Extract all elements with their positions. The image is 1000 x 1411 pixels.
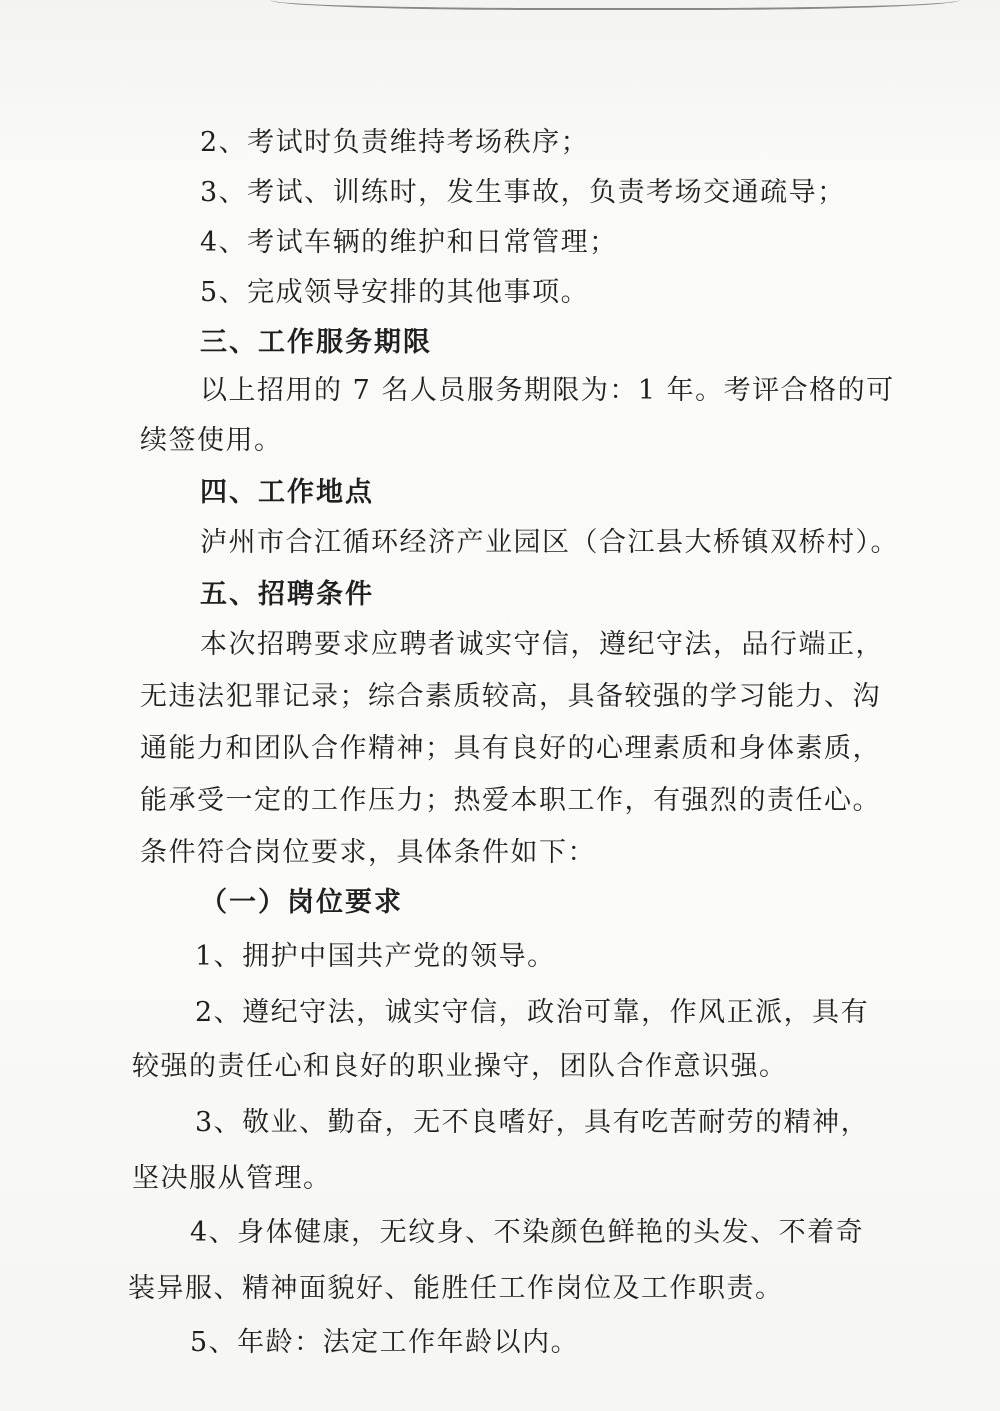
conditions-para-line-5: 条件符合岗位要求，具体条件如下： (140, 837, 596, 868)
duty-item-2: 2、考试时负责维持考场秩序； (200, 127, 590, 158)
service-period-line-2: 续签使用。 (140, 425, 283, 456)
section-heading-recruitment-conditions: 五、招聘条件 (200, 579, 374, 610)
conditions-para-line-2: 无违法犯罪记录；综合素质较高，具备较强的学习能力、沟 (140, 681, 881, 712)
conditions-para-line-1: 本次招聘要求应聘者诚实守信，遵纪守法，品行端正， (200, 629, 884, 660)
duty-item-3: 3、考试、训练时，发生事故，负责考场交通疏导； (200, 177, 846, 208)
requirement-5: 5、年龄：法定工作年龄以内。 (190, 1327, 580, 1358)
conditions-para-line-3: 通能力和团队合作精神；具有良好的心理素质和身体素质， (140, 733, 881, 764)
requirement-2-line-2: 较强的责任心和良好的职业操守，团队合作意识强。 (132, 1051, 788, 1082)
section-heading-work-location: 四、工作地点 (200, 477, 374, 508)
service-period-line-1: 以上招用的 7 名人员服务期限为：1 年。考评合格的可 (200, 375, 895, 406)
requirement-3-line-1: 3、敬业、勤奋，无不良嗜好，具有吃苦耐劳的精神， (195, 1107, 870, 1138)
requirement-4-line-2: 装异服、精神面貌好、能胜任工作岗位及工作职责。 (128, 1273, 784, 1304)
sub-heading-position-requirements: （一）岗位要求 (200, 887, 403, 918)
section-heading-service-period: 三、工作服务期限 (200, 327, 432, 358)
requirement-4-line-1: 4、身体健康，无纹身、不染颜色鲜艳的头发、不着奇 (190, 1217, 865, 1248)
page-top-edge (270, 0, 960, 10)
conditions-para-line-4: 能承受一定的工作压力；热爱本职工作，有强烈的责任心。 (140, 785, 881, 816)
requirement-1: 1、拥护中国共产党的领导。 (195, 941, 556, 972)
work-location-line: 泸州市合江循环经济产业园区（合江县大桥镇双桥村）。 (200, 527, 899, 558)
requirement-2-line-1: 2、遵纪守法，诚实守信，政治可靠，作风正派，具有 (195, 997, 870, 1028)
duty-item-5: 5、完成领导安排的其他事项。 (200, 277, 590, 308)
requirement-3-line-2: 坚决服从管理。 (132, 1163, 332, 1194)
duty-item-4: 4、考试车辆的维护和日常管理； (200, 227, 618, 258)
